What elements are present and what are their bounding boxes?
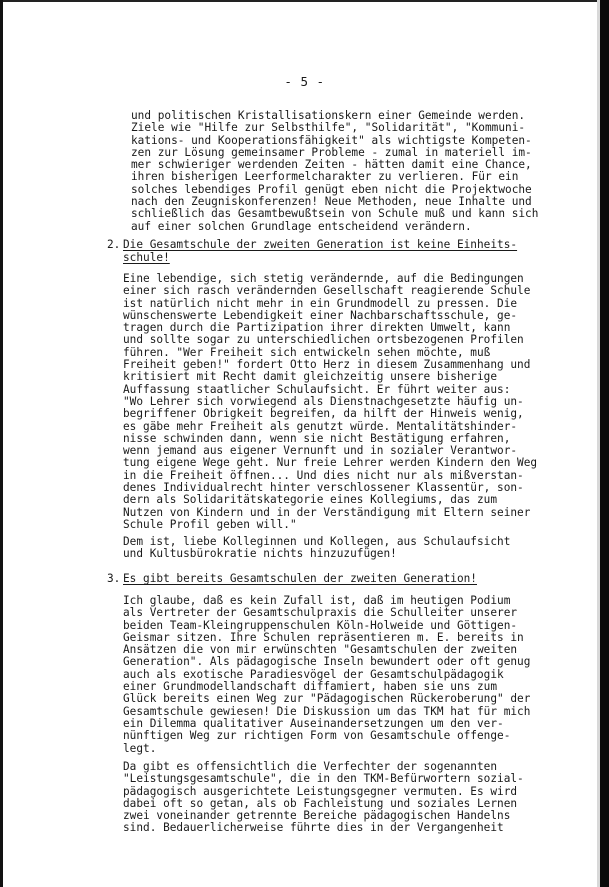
section-2-paragraph-1-line: begriffener Obrigkeit begreifen, da hilft der Hinweis wenig,	[123, 408, 524, 421]
section-2-number: 2.	[107, 238, 121, 251]
section-3-heading-line-1	[107, 572, 477, 585]
section-3-paragraph-2-line: Da gibt es offensichtlich die Verfechter der sogenannten	[123, 761, 498, 773]
section-2-paragraph-2	[123, 536, 510, 561]
intro-line: zen zur Lösung gemeinsamer Probleme - zumal in materiell im-	[131, 146, 532, 159]
section-3-paragraph-1-line: einer Grundmodellandschaft diffamiert, haben sie uns zum	[123, 681, 498, 694]
section-3-paragraph-2-line: pädagogisch ausgerichtete Leistungsgegner vermuten. Es wird	[123, 785, 518, 798]
section-3-paragraph-1-line: beiden Team-Kleingruppenschulen Köln-Holweide und Göttigen-	[123, 619, 518, 632]
paragraph-intro	[131, 110, 538, 233]
section-3-number: 3.	[107, 572, 121, 585]
section-2-paragraph-2-line: und Kultusbürokratie nichts hinzuzufügen!	[123, 548, 397, 561]
section-3-paragraph-2-line: zwei voneinander getrennte Bereiche pädagogischen Handelns	[123, 810, 511, 823]
section-3-paragraph-1-line: Ansätzen die von mir erwünschten "Gesamtschulen der zweiten	[123, 644, 518, 657]
section-3-paragraph-2	[123, 761, 524, 835]
section-2-heading-text-2: schule!	[123, 251, 170, 264]
intro-line: Ziele wie "Hilfe zur Selbsthilfe", "Solidarität", "Kommuni-	[131, 122, 526, 135]
section-3-paragraph-1-line: Glück bereits einen Weg zur "Pädagogischen Rückeroberung" der	[123, 693, 531, 706]
section-3-paragraph-1-line: ein Dilemma qualitativer Auseinandersetzungen um den ver-	[123, 717, 504, 730]
intro-line: mer schwieriger werdenden Zeiten - hätten damit eine Chance,	[131, 159, 532, 172]
intro-line: auf einer solchen Grundlage entscheidend verändern.	[131, 220, 472, 233]
section-2-paragraph-1-line: wünschenswerte Lebendigkeit einer Nachbarschaftsschule, ge-	[123, 309, 518, 322]
intro-line: schließlich das Gesamtbewußtsein von Schule muß und kann sich	[131, 208, 539, 221]
section-2-paragraph-1-line: Auffassung staatlicher Schulaufsicht. Er führt weiter aus:	[123, 383, 511, 396]
section-3-paragraph-2-line: dabei oft so getan, als ob Fachleistung und soziales Lernen	[123, 797, 518, 810]
section-2-paragraph-1-line: tung eigene Wege geht. Nur freie Lehrer werden Kindern den Weg	[123, 457, 538, 470]
section-2-paragraph-1-line: wenn jemand aus eigener Vernunft und in sozialer Verantwor-	[123, 445, 518, 458]
section-2-heading-line-1	[107, 238, 517, 251]
intro-line: ihren bisherigen Leerformelcharakter zu verlieren. Für ein	[131, 171, 519, 184]
section-2-paragraph-1-line: einer sich rasch verändernden Gesellschaft reagierende Schule	[123, 285, 531, 298]
scan-right-edge	[600, 0, 609, 887]
section-2-paragraph-1-line: Schule Profil geben will."	[123, 518, 297, 531]
section-2-paragraph-1-line: dern als Solidaritätskategorie eines Kollegiums, das zum	[123, 494, 498, 507]
section-2-paragraph-1-line: ist natürlich nicht mehr in ein Grundmodell zu pressen. Die	[123, 297, 518, 310]
section-3-paragraph-1-line: legt.	[123, 742, 157, 755]
section-2-paragraph-1-line: in die Freiheit öffnen... Und dies nicht nur als mißverstan-	[123, 469, 524, 482]
section-3-paragraph-1-line: nünftigen Weg zur richtigen Form von Gesamtschule offenge-	[123, 730, 511, 743]
section-2-paragraph-1-line: Nutzen von Kindern und in der Verständigung mit Eltern seiner	[123, 506, 531, 519]
section-3-paragraph-1-line: Ich glaube, daß es kein Zufall ist, daß im heutigen Podium	[123, 595, 511, 607]
section-3-paragraph-1-line: Generation". Als pädagogische Inseln bewundert oder oft genug	[123, 656, 531, 669]
section-3-heading	[107, 572, 477, 585]
intro-line: und politischen Kristallisationskern einer Gemeinde werden.	[131, 110, 526, 122]
section-3-paragraph-1-line: auch als exotische Paradiesvögel der Gesamtschulpädagogik	[123, 668, 504, 681]
section-2-paragraph-1-line: tragen durch die Partizipation ihrer direkten Umwelt, kann	[123, 322, 511, 335]
section-3-heading-text-1: Es gibt bereits Gesamtschulen der zweiten Generation!	[123, 572, 477, 585]
section-2-paragraph-2-line: Dem ist, liebe Kolleginnen und Kollegen, aus Schulaufsicht	[123, 536, 511, 548]
section-2-paragraph-1-line: es gäbe mehr Freiheit als genutzt würde. Mentalitätshinder-	[123, 420, 518, 433]
section-2-paragraph-1	[123, 273, 537, 531]
section-2-paragraph-1-line: kritisiert mit Recht damit gleichzeitig unsere bisherige	[123, 371, 498, 384]
section-2-paragraph-1-line: nisse schwinden dann, wenn sie nicht Bestätigung erfahren,	[123, 432, 511, 445]
section-2-paragraph-1-line: Freiheit geben!" fordert Otto Herz in diesem Zusammenhang und	[123, 359, 531, 372]
section-3-paragraph-1	[123, 595, 530, 755]
section-2-heading-text-1: Die Gesamtschule der zweiten Generation ist keine Einheits-	[123, 238, 518, 251]
section-2-paragraph-1-line: führen. "Wer Freiheit sich entwickeln sehen möchte, muß	[123, 346, 491, 359]
section-3-paragraph-1-line: Geismar sitzen. Ihre Schulen repräsentieren m. E. bereits in	[123, 631, 524, 644]
intro-line: solches lebendiges Profil genügt eben nicht die Projektwoche	[131, 183, 532, 196]
section-3-paragraph-2-line: "Leistungsgesamtschule", die in den TKM-Befürwortern sozial-	[123, 773, 524, 786]
intro-line: kations- und Kooperationsfähigkeit" als wichtigste Kompeten-	[131, 134, 532, 147]
section-2-heading	[107, 238, 517, 264]
section-3-paragraph-2-line: sind. Bedauerlicherweise führte dies in der Vergangenheit	[123, 822, 504, 835]
intro-line: nach den Zeugniskonferenzen! Neue Methoden, neue Inhalte und	[131, 196, 532, 209]
section-2-paragraph-1-line: "Wo Lehrer sich vorwiegend als Dienstnachgesetzte häufig un-	[123, 395, 524, 408]
section-2-paragraph-1-line: Eine lebendige, sich stetig verändernde, auf die Bedingungen	[123, 273, 524, 285]
section-3-paragraph-1-line: Gesamtschule gewiesen! Die Diskussion um das TKM hat für mich	[123, 705, 531, 718]
scan-top-edge	[0, 0, 609, 2]
section-3-paragraph-1-line: als Vertreter der Gesamtschulpraxis die Schulleiter unserer	[123, 607, 518, 620]
scan-left-edge	[0, 0, 3, 887]
section-2-heading-line-2	[107, 251, 517, 264]
section-2-paragraph-1-line: denes Individualrecht hinter verschlossener Klassentür, son-	[123, 482, 524, 495]
page-number: - 5 -	[284, 74, 325, 89]
section-2-paragraph-1-line: und sollte sogar zu unterschiedlichen ortsbezogenen Profilen	[123, 334, 524, 347]
